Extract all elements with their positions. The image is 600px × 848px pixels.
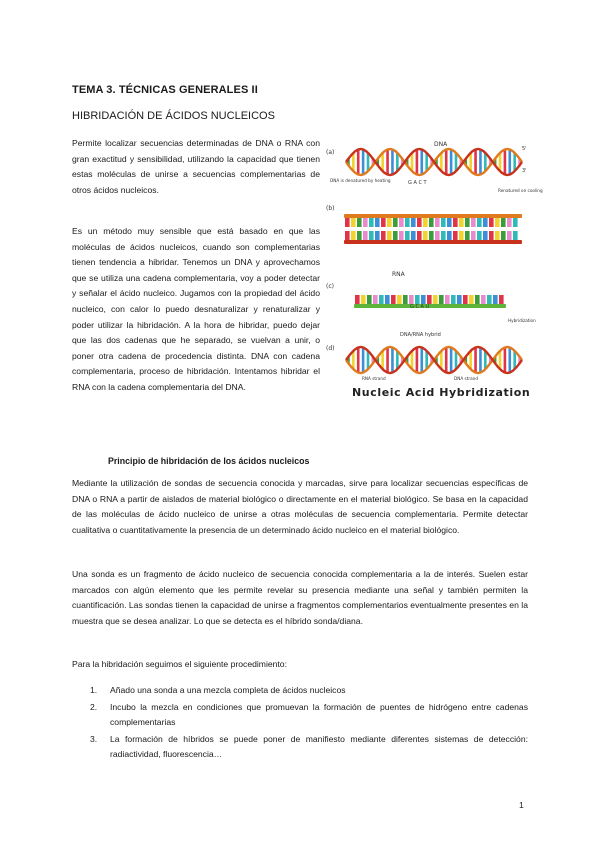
single-strand-2-base <box>423 231 428 240</box>
list-item: 1. Añado una sonda a una mezcla completa de ácidos nucleicos <box>90 685 346 695</box>
rna-strand-base <box>421 295 426 304</box>
single-strand-2-base <box>507 231 512 240</box>
single-strand-1-base <box>423 218 428 227</box>
single-strand-2-base <box>483 231 488 240</box>
rna-strand-base <box>403 295 408 304</box>
single-strand-2-base <box>411 231 416 240</box>
single-strand-1-base <box>465 218 470 227</box>
single-strand-1-base <box>483 218 488 227</box>
rna-strand-base <box>439 295 444 304</box>
intro-paragraph: Permite localizar secuencias determinadas de DNA o RNA con gran exactitud y sensibilidad, utilizando la capacidad que tienen estas moléculas de unirse a secuencias complementarias de otros ácidos nucleicos. <box>72 138 320 195</box>
single-strand-1-base <box>507 218 512 227</box>
rna-strand-base <box>367 295 372 304</box>
single-strand-2-base <box>441 231 446 240</box>
rna-strand-base <box>499 295 504 304</box>
single-strand-2-base <box>477 231 482 240</box>
single-strand-2-base <box>459 231 464 240</box>
single-strand-1-base <box>489 218 494 227</box>
single-strand-2-base <box>453 231 458 240</box>
rna-strand-base <box>397 295 402 304</box>
single-strand-1-base <box>477 218 482 227</box>
renature-label: Renatured on cooling <box>498 188 543 193</box>
end-label-5p: 5' <box>522 146 527 152</box>
rna-strand-base <box>355 295 360 304</box>
list-item: 3. La formación de híbridos se puede poner de manifiesto mediante diferentes sistemas de detección: radiactividad, fluorescencia… <box>90 733 528 760</box>
single-strand-2-base <box>387 231 392 240</box>
single-strand-1-base <box>357 218 362 227</box>
single-strand-1-base <box>435 218 440 227</box>
rna-strand-base <box>391 295 396 304</box>
single-strand-1-base <box>459 218 464 227</box>
rna-strand-base <box>379 295 384 304</box>
single-strand-2-base <box>375 231 380 240</box>
rna-strand-base <box>469 295 474 304</box>
page-title: TEMA 3. TÉCNICAS GENERALES II <box>72 84 258 96</box>
single-strand-2-base <box>399 231 404 240</box>
single-strand-2-base <box>381 231 386 240</box>
dna-label: DNA <box>434 141 448 148</box>
rna-bases-label: G C A U <box>410 304 430 310</box>
single-strand-1-base <box>375 218 380 227</box>
rna-strand-base <box>361 295 366 304</box>
single-strand-2-base <box>357 231 362 240</box>
rna-label: RNA <box>392 271 405 278</box>
bases-label: G A C T <box>408 180 427 186</box>
rna-strand-base <box>493 295 498 304</box>
panel-c-label: (c) <box>326 283 334 290</box>
single-strand-1-base <box>513 218 518 227</box>
single-strand-1-backbone <box>344 214 522 218</box>
single-strand-2-base <box>435 231 440 240</box>
single-strand-1-base <box>501 218 506 227</box>
single-strand-2-base <box>351 231 356 240</box>
single-strand-2-base <box>501 231 506 240</box>
end-label-3p: 3' <box>522 168 527 174</box>
single-strand-1-base <box>417 218 422 227</box>
rna-strand-base <box>463 295 468 304</box>
single-strand-1-base <box>429 218 434 227</box>
section-heading: Principio de hibridación de los ácidos nucleicos <box>108 456 310 466</box>
single-strand-1-base <box>447 218 452 227</box>
probe-paragraph: Una sonda es un fragmento de ácido nucleico de secuencia conocida complementaria a la de interés. Suelen estar marcados con algún elemento que les permite revelar su presencia mediante una señal y también permiten la cuantificación. Las sondas tienen la capacidad de unirse a fragmentos complementarios eventualmente presentes en la muestra que se desea analizar. Lo que se detecta es el híbrido sonda/diana. <box>72 569 528 626</box>
rna-strand-base <box>427 295 432 304</box>
single-strand-2-base <box>417 231 422 240</box>
single-strand-1-base <box>351 218 356 227</box>
single-strand-1-base <box>405 218 410 227</box>
rna-strand-base <box>445 295 450 304</box>
rna-strand-backbone <box>354 304 506 308</box>
single-strand-2-backbone <box>344 240 522 244</box>
procedure-intro: Para la hibridación seguimos el siguiente procedimiento: <box>72 659 287 669</box>
procedure-list <box>72 683 528 764</box>
single-strand-2-base <box>513 231 518 240</box>
method-paragraph: Es un método muy sensible que está basado en que las moléculas de ácidos nucleicos, cuando son complementarias tienen tendencia a hibridar. Tenemos un DNA y aprovechamos que se utiliza una cadena complementaria, voy a poder detectar y señalar el ácido nucleico. Jugamos con la propiedad del ácido nucleico, con calor lo puedo desnaturalizar y renaturalizar y poder utilizar la hibridación. A la hora de hibridar, puedo dejar que las dos cadenas que he separado, se vuelvan a unir, o poner otra cadena de procedencia distinta. DNA con cadena complementaria, proceso de hibridación. Intentamos hibridar el RNA con la cadena complementaria del DNA. <box>72 226 320 392</box>
single-strand-1-base <box>411 218 416 227</box>
rna-strand-base <box>481 295 486 304</box>
denature-label: DNA is denatured by heating <box>330 178 391 183</box>
hybrid-label: DNA/RNA hybrid <box>400 332 441 338</box>
rna-strand-base <box>385 295 390 304</box>
panel-a-label: (a) <box>326 149 335 156</box>
rna-strand-label: RNA strand <box>362 376 386 381</box>
single-strand-2-base <box>465 231 470 240</box>
single-strand-1-base <box>399 218 404 227</box>
single-strand-2-base <box>369 231 374 240</box>
single-strand-1-base <box>387 218 392 227</box>
dna-strand-label: DNA strand <box>454 376 478 381</box>
single-strand-1-base <box>393 218 398 227</box>
principle-paragraph: Mediante la utilización de sondas de secuencia conocida y marcadas, sirve para localizar secuencias específicas de DNA o RNA a partir de aislados de material biológico o directamente en el material biológico. Se basa en la capacidad de las moléculas de ácido nucleico de unirse a otras moléculas de secuencia complementaria. Permite detectar cualitativa o cuantitativamente la presencia de un determinado ácido nucleico en el material biológico. <box>72 478 528 535</box>
rna-strand-base <box>433 295 438 304</box>
single-strand-2-base <box>405 231 410 240</box>
single-strand-2-base <box>489 231 494 240</box>
single-strand-1-base <box>495 218 500 227</box>
single-strand-2-base <box>345 231 350 240</box>
single-strand-1-base <box>363 218 368 227</box>
page-subtitle: HIBRIDACIÓN DE ÁCIDOS NUCLEICOS <box>72 110 275 122</box>
single-strand-1-base <box>345 218 350 227</box>
hybridization-figure <box>326 138 548 408</box>
figure-caption: Nucleic Acid Hybridization <box>352 386 531 399</box>
single-strand-2-base <box>495 231 500 240</box>
single-strand-1-base <box>441 218 446 227</box>
single-strand-2-base <box>393 231 398 240</box>
list-item: 2. Incubo la mezcla en condiciones que promuevan la formación de puentes de hidrógeno entre cadenas complementarias <box>90 701 528 728</box>
single-strand-1-base <box>471 218 476 227</box>
rna-strand-base <box>451 295 456 304</box>
single-strand-2-base <box>429 231 434 240</box>
rna-strand-base <box>487 295 492 304</box>
single-strand-1-base <box>369 218 374 227</box>
hybridization-label: Hybridization <box>508 318 536 323</box>
single-strand-1-base <box>381 218 386 227</box>
rna-strand-base <box>373 295 378 304</box>
single-strand-2-base <box>471 231 476 240</box>
single-strand-2-base <box>447 231 452 240</box>
rna-strand-base <box>475 295 480 304</box>
rna-strand-base <box>457 295 462 304</box>
rna-strand-base <box>415 295 420 304</box>
rna-strand-base <box>409 295 414 304</box>
single-strand-2-base <box>363 231 368 240</box>
single-strand-1-base <box>453 218 458 227</box>
panel-d-label: (d) <box>326 345 335 352</box>
panel-b-label: (b) <box>326 205 335 212</box>
page-number: 1 <box>519 800 524 810</box>
